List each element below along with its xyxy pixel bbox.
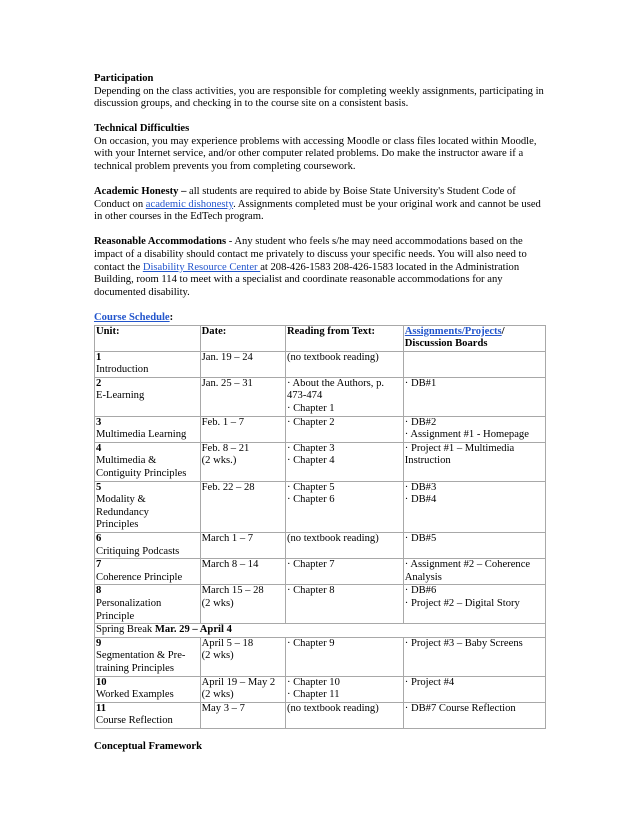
date-line: (2 wks.) xyxy=(201,455,237,467)
accommodations-heading: Reasonable Accommodations xyxy=(94,236,227,248)
unit-number: 9 xyxy=(96,637,102,649)
assignment-line: Analysis xyxy=(404,571,442,583)
assignment-line: · Assignment #2 – Coherence xyxy=(404,559,531,571)
date-cell xyxy=(200,416,285,442)
unit-cell xyxy=(95,559,201,585)
disability-resource-center-link[interactable]: Disability Resource Center xyxy=(142,261,261,273)
date-line: Jan. 19 – 24 xyxy=(201,351,253,363)
participation-heading: Participation xyxy=(94,73,154,84)
unit-name: Coherence Principle xyxy=(96,571,183,583)
schedule-table-body xyxy=(95,325,546,728)
unit-cell xyxy=(95,377,201,416)
reading-line: · Chapter 7 xyxy=(286,559,335,571)
reading-cell xyxy=(285,702,403,728)
unit-number: 6 xyxy=(96,533,102,544)
unit-number: 10 xyxy=(96,676,107,688)
header-assign-line2: Discussion Boards xyxy=(404,338,488,350)
assignment-line: · Project #1 – Multimedia xyxy=(404,442,515,454)
accommodations-body-after: at 208-426-1583 208-426-1583 located in the Administration Building, room 114 to meet with a specialist and coordinate reasonable accommodations for any documented disability. xyxy=(94,261,520,298)
unit-name: Course Reflection xyxy=(96,715,173,727)
reading-line: · Chapter 5 xyxy=(286,481,335,493)
table-row xyxy=(95,559,546,585)
reading-line: (no textbook reading) xyxy=(286,351,379,363)
reading-cell xyxy=(285,637,403,676)
assignment-cell xyxy=(403,585,545,624)
date-line: March 8 – 14 xyxy=(201,559,259,571)
assignment-cell xyxy=(403,481,545,532)
reading-line: · Chapter 8 xyxy=(286,585,335,597)
date-line: (2 wks) xyxy=(201,689,234,701)
technical-heading: Technical Difficulties xyxy=(94,123,190,135)
assignment-line: · Project #3 – Baby Screens xyxy=(404,637,523,649)
date-line: (2 wks) xyxy=(201,597,234,609)
date-cell xyxy=(200,533,285,559)
unit-cell xyxy=(95,702,201,728)
header-reading: Reading from Text: xyxy=(285,325,403,351)
table-row xyxy=(95,676,546,702)
unit-number: 4 xyxy=(96,442,102,454)
assignment-line: · DB#3 xyxy=(404,481,437,493)
document-page xyxy=(94,73,546,754)
header-assignments xyxy=(403,325,545,351)
header-assign-slash: / xyxy=(501,325,505,337)
date-cell xyxy=(200,442,285,481)
assignment-cell xyxy=(403,377,545,416)
assignment-cell xyxy=(403,416,545,442)
unit-number: 1 xyxy=(96,351,102,363)
header-date: Date: xyxy=(200,325,285,351)
academic-dishonesty-link[interactable]: academic dishonesty xyxy=(145,198,234,210)
date-line: March 15 – 28 xyxy=(201,585,264,597)
assignment-line: · DB#2 xyxy=(404,416,437,428)
table-row xyxy=(95,377,546,416)
table-row xyxy=(95,351,546,377)
unit-name: Contiguity Principles xyxy=(96,468,187,480)
reading-line: 473-474 xyxy=(286,390,323,402)
unit-name: Segmentation & Pre- xyxy=(96,650,186,662)
participation-section xyxy=(94,73,546,111)
reading-line: (no textbook reading) xyxy=(286,702,379,714)
unit-name: training Principles xyxy=(96,662,174,674)
assignment-line: Instruction xyxy=(404,455,451,467)
unit-cell xyxy=(95,442,201,481)
unit-number: 7 xyxy=(96,559,102,571)
assignment-line: · DB#5 xyxy=(404,533,437,544)
reading-cell xyxy=(285,559,403,585)
honesty-body-after: . Assignments completed must be your original work and cannot be used in other courses in the EdTech program. xyxy=(94,198,541,223)
date-cell xyxy=(200,559,285,585)
reading-cell xyxy=(285,442,403,481)
table-row xyxy=(95,533,546,559)
unit-name: Personalization xyxy=(96,597,162,609)
assignment-line: · DB#7 Course Reflection xyxy=(404,702,516,714)
unit-cell xyxy=(95,676,201,702)
course-schedule-table xyxy=(94,325,546,729)
assignment-cell xyxy=(403,676,545,702)
unit-name: Multimedia Learning xyxy=(96,429,187,441)
spring-break-dates: Mar. 29 – April 4 xyxy=(154,624,232,636)
date-cell xyxy=(200,585,285,624)
unit-name: Worked Examples xyxy=(96,689,174,701)
unit-number: 8 xyxy=(96,585,102,597)
assignment-line: · Assignment #1 - Homepage xyxy=(404,429,529,441)
date-cell xyxy=(200,676,285,702)
reading-line: · Chapter 10 xyxy=(286,676,340,688)
date-cell xyxy=(200,702,285,728)
spring-break-cell xyxy=(95,624,546,638)
accommodations-section xyxy=(94,236,546,299)
assignment-cell xyxy=(403,533,545,559)
unit-name: Modality & Redundancy xyxy=(96,494,149,518)
assignment-cell xyxy=(403,559,545,585)
unit-cell xyxy=(95,637,201,676)
date-line: April 19 – May 2 xyxy=(201,676,276,688)
assignment-cell xyxy=(403,637,545,676)
unit-number: 5 xyxy=(96,481,102,493)
reading-line: · Chapter 6 xyxy=(286,494,335,506)
date-line: Feb. 8 – 21 xyxy=(201,442,250,454)
unit-number: 11 xyxy=(96,702,107,714)
accommodations-body-before: - Any student who feels s/he may need accommodations based on the impact of a disability should contact me privately to discuss your specific needs. You will also need to contact the xyxy=(94,236,527,273)
date-line: (2 wks) xyxy=(201,650,234,662)
date-line: Feb. 22 – 28 xyxy=(201,481,255,493)
participation-body: Depending on the class activities, you are responsible for completing weekly assignments, participating in discussion groups, and checking in to the course site on a consistent basis. xyxy=(94,85,544,110)
spring-break-row xyxy=(95,624,546,638)
reading-line: · Chapter 2 xyxy=(286,416,335,428)
header-unit: Unit: xyxy=(95,325,201,351)
unit-cell xyxy=(95,481,201,532)
unit-number: 3 xyxy=(96,416,102,428)
date-cell xyxy=(200,351,285,377)
date-line: May 3 – 7 xyxy=(201,702,245,714)
assignment-cell xyxy=(403,442,545,481)
table-row xyxy=(95,637,546,676)
schedule-header-row xyxy=(95,325,546,351)
assignments-projects-link[interactable]: Assignments/Projects xyxy=(404,325,502,337)
assignment-cell xyxy=(403,351,545,377)
assignment-line: · DB#6 xyxy=(404,585,437,597)
date-line: March 1 – 7 xyxy=(201,533,254,544)
reading-line: · Chapter 9 xyxy=(286,637,335,649)
unit-cell xyxy=(95,585,201,624)
reading-line: · Chapter 4 xyxy=(286,455,335,467)
reading-cell xyxy=(285,481,403,532)
technical-body: On occasion, you may experience problems with accessing Moodle or class files located within Moodle, with your Internet service, and/or other computer related problems. Do make the instructor aware if a technical problem prevents you from completing coursework. xyxy=(94,135,537,173)
technical-section xyxy=(94,123,546,173)
reading-line: · About the Authors, p. xyxy=(286,377,385,389)
conceptual-framework-heading: Conceptual Framework xyxy=(94,740,202,752)
date-line: April 5 – 18 xyxy=(201,637,254,649)
unit-number: 2 xyxy=(96,377,102,389)
reading-line: · Chapter 3 xyxy=(286,442,335,454)
table-row xyxy=(95,481,546,532)
reading-cell xyxy=(285,416,403,442)
schedule-title-suffix: : xyxy=(169,311,174,323)
reading-line: · Chapter 11 xyxy=(286,689,340,701)
unit-name: Introduction xyxy=(96,364,149,376)
assignment-line: · Project #2 – Digital Story xyxy=(404,597,520,609)
reading-cell xyxy=(285,377,403,416)
date-cell xyxy=(200,637,285,676)
reading-line: · Chapter 1 xyxy=(286,403,335,415)
assignment-cell xyxy=(403,702,545,728)
unit-name: E-Learning xyxy=(96,390,145,402)
schedule-title xyxy=(94,312,546,325)
unit-name: Principle xyxy=(96,610,135,622)
unit-cell xyxy=(95,351,201,377)
date-cell xyxy=(200,481,285,532)
date-line: Jan. 25 – 31 xyxy=(201,377,253,389)
honesty-heading: Academic Honesty – xyxy=(94,186,187,198)
reading-cell xyxy=(285,585,403,624)
course-schedule-link[interactable]: Course Schedule xyxy=(94,311,170,323)
spring-break-label: Spring Break xyxy=(96,624,155,636)
table-row xyxy=(95,442,546,481)
table-row xyxy=(95,585,546,624)
reading-line: (no textbook reading) xyxy=(286,533,379,544)
table-row xyxy=(95,416,546,442)
unit-name: Critiquing Podcasts xyxy=(96,545,180,557)
unit-name: Principles xyxy=(96,519,139,531)
unit-cell xyxy=(95,416,201,442)
honesty-section xyxy=(94,186,546,224)
date-cell xyxy=(200,377,285,416)
honesty-body-before: all students are required to abide by Boise State University's Student Code of Conduct on xyxy=(94,186,516,210)
assignment-line: · Project #4 xyxy=(404,676,455,688)
unit-cell xyxy=(95,533,201,559)
assignment-line: · DB#1 xyxy=(404,377,437,389)
reading-cell xyxy=(285,351,403,377)
date-line: Feb. 1 – 7 xyxy=(201,416,244,428)
unit-name: Multimedia & xyxy=(96,455,157,467)
reading-cell xyxy=(285,533,403,559)
reading-cell xyxy=(285,676,403,702)
table-row xyxy=(95,702,546,728)
assignment-line: · DB#4 xyxy=(404,494,437,506)
